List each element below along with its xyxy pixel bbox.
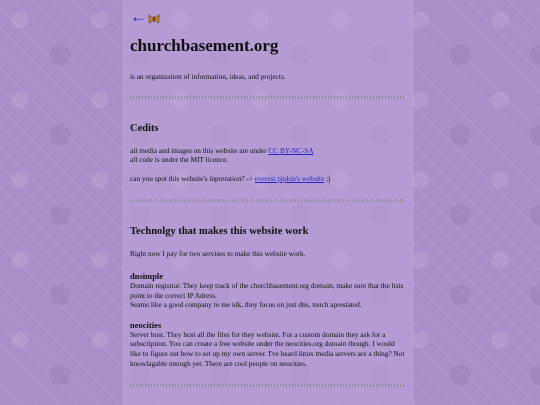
back-arrow-link[interactable]: ← [130,6,147,26]
section-divider [130,384,406,387]
section-divider [130,199,406,202]
nav-bar [130,6,406,26]
content-column [122,0,414,405]
code-license-line: all code is under the MIT licence. [130,155,229,165]
service-desc-line: Seams like a good company to me idk, they focus on just dns, much apresiated. [130,300,362,310]
credits-heading: Cedits [130,122,159,134]
service-desc-line: Domain registrar. They keep track of the churchbasement.org domain, make sure that the lists point to the correct IP Adress. [130,280,404,300]
media-license-line: all media and images on this website are under CC BY-NC-SA [130,145,314,155]
license-link[interactable]: CC BY-NC-SA [268,145,314,155]
service-desc-line: Server host. They host all the files for they website. For a custom domain they ask for a subscription. You can create a free website under the neocities.org domain though. I would like to figure out how to set up my own server. I've heard linux media servers are a thing? Not knowlagable enough yet. There are cool people on neocities. [130,329,405,368]
tech-heading: Technolgy that makes this website work [130,226,309,238]
page-title: churchbasement.org [130,36,279,55]
service-name-dnsimple: dnsimple [130,270,164,281]
tech-intro: Right now I pay for two servises to make this website work. [130,249,306,259]
section-divider [130,96,406,99]
inspiration-line: can you spot this website's inpreration? -> everest pipkin's website ;) [130,173,331,183]
inspiration-link[interactable]: everest pipkin's website [254,173,325,183]
service-name-neocities: neocities [130,319,162,330]
moth-icon[interactable] [148,11,160,21]
site-tagline: is an organization of information, ideas, and projects. [130,72,286,81]
